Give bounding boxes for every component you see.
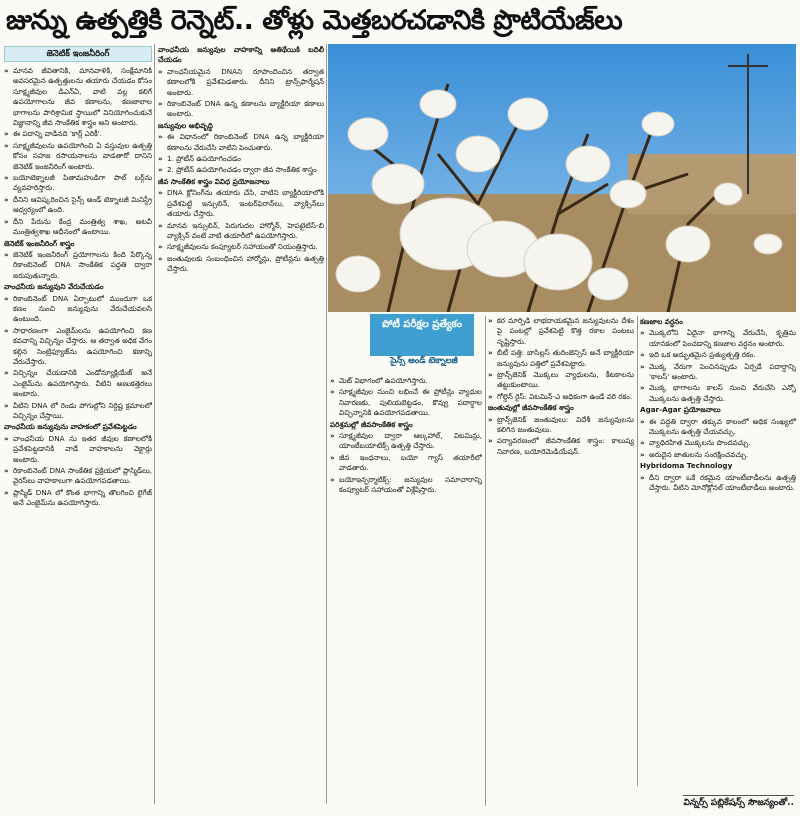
column-divider [637,316,638,786]
subheading: Agar-Agar ప్రయోజనాలు [640,405,721,415]
column-1 [4,44,152,804]
subheading: పరిశ్రమల్లో జీవసాంకేతిక శాస్త్రం [330,419,413,429]
headline: జున్ను ఉత్పత్తికి రెన్నెట్.. తోళ్లు మెత్తబరచడానికి ప్రొటియేజ్‌లు [6,5,623,36]
paragraph: » ట్రాన్స్‌జెనిక్ జంతువులు: విదేశీ జన్యువులను కలిగిన జంతువులు. [488,415,634,436]
paragraph: » మొక్క భాగాలను కాలస్ నుంచి వేరుచేసి ఎన్నో మొక్కలను ఉత్పత్తి చేస్తారు. [640,383,796,404]
paragraph: » ఇది ఒక అద్భుతమైన ప్రత్యుత్పత్తి రకం. [640,350,796,360]
subject-label: సైన్స్ అండ్ టెక్నాలజీ [390,356,458,366]
paragraph: » సూక్ష్మజీవులను ఉపయోగించి ఏ వస్తువుల ఉత్పత్తి కోసం సహజ రసాయనాలను వాడతారో దానిని జెనెటిక్ ఇంజనీరింగ్ అంటారు. [4,141,152,172]
subheading: కణజాల వర్ధనం [640,317,683,326]
column-5 [640,316,796,786]
paragraph: » ప్లాస్మిడ్ DNA లో కొంత భాగాన్ని తొలగించి లైగేజ్ అనే ఎంజైమ్‌ను ఉపయోగిస్తారు. [4,488,152,509]
paragraph: » అరుదైన జాతులను సంరక్షించవచ్చు. [640,450,796,460]
subheading: వాంఛనీయ జన్యువును వాహకంలో ప్రవేశపెట్టడం [4,422,137,432]
subheading: Hybridoma Technology [640,461,733,471]
col1-paragraphs [4,66,152,238]
paragraph: » దీని ద్వారా ఒకే రకమైన యాంటీబాడీలను ఉత్పత్తి చేస్తారు. వీటిని మోనోక్లోనల్ యాంటీబాడీలు అంటారు. [640,473,796,494]
paragraph: » మొక్కలోని ఏదైనా భాగాన్ని వేరుచేసి, కృత్రిమ యానకంలో పెంచడాన్ని కణజాల వర్ధనం అంటారు. [640,328,796,349]
section-tag: జెనెటిక్ ఇంజనీరింగ్ [4,46,152,62]
paragraph: » గోల్డెన్ రైస్: విటమిన్-ఎ అధికంగా ఉండే వరి రకం. [488,392,634,402]
paragraph: » 2. ప్రోటీన్ ఉపయోగించడం ద్వారా జీవ సాంకేతిక శాస్త్రం [158,165,324,175]
paragraph: » DNA క్లోనింగ్‌ను తయారు చేసి, వాటిని బ్యాక్టీరియాలోకి ప్రవేశపెట్టి ఇన్సులిన్, ఇంటర్‌ఫెరాన్‌లు, వ్యాక్సిన్‌లు తయారు చేస్తారు. [158,188,324,219]
paragraph: » మొక్క వేరుగా పెంచినప్పుడు ఏర్పడే పదార్థాన్ని 'కాలస్' అంటారు. [640,362,796,383]
paragraph: » రికాంబినెంట్ DNA సాంకేతిక ప్రక్రియలో ప్లాస్మిడ్‌లు, వైరస్‌లు వాహకాలుగా ఉపయోగపడతాయి. [4,466,152,487]
paragraph: » మానవ ఇన్సులిన్, పెరుగుదల హార్మోన్, హెపటైటిస్-బి వ్యాక్సిన్ వంటి వాటి తయారీలో ఉపయోగిస్తారు. [158,221,324,242]
paragraph: » ఈ పద్ధతి ద్వారా తక్కువ కాలంలో అధిక సంఖ్యలో మొక్కలను ఉత్పత్తి చేయవచ్చు. [640,417,796,438]
subheading: జన్యువుల అభివృద్ధి [158,120,213,130]
paragraph: » పర్యావరణంలో జీవసాంకేతిక శాస్త్రం: కాలుష్య నివారణ, బయోరెమెడియేషన్. [488,436,634,457]
paragraph: » ట్రాన్స్‌జెనిక్ మొక్కలు వ్యాధులను, కీటకాలను తట్టుకుంటాయి. [488,370,634,391]
paragraph: » సూక్ష్మజీవులను కంప్యూటర్ సహాయంతో నియంత్రిస్తారు. [158,242,324,252]
subheading: జెనెటిక్ ఇంజనీరింగ్ శాస్త్రం [4,238,75,248]
paragraph: » 1. ప్రోటీన్ ఉపయోగించడం [158,154,324,164]
paragraph: » కర మార్పిడి లాభదాయకమైన జన్యువులను దేశం పై పంటల్లో ప్రవేశపెట్టి కొత్త రకాల పంటలు సృష్టిస్తారు. [488,316,634,347]
column-divider [485,316,486,806]
column-2 [158,44,324,804]
paragraph: » దీని పేరును కేంద్ర మంత్రిత్వ శాఖ, అటవీ మంత్రిత్వశాఖ ఆధీనంలో ఉంటాయి. [4,217,152,238]
subheading: వాంఛనీయ జన్యువుని వేరుచేయడం [4,282,104,292]
paragraph: » సాధారణంగా ఎంజైమ్‌లను ఉపయోగించి కణ కవచాన్ని విచ్ఛిన్నం చేస్తారు. ఆ తర్వాత అధిక వేగం కల్గిన సెంట్రిఫ్యూజ్‌ను ఉపయోగించి కణాన్ని వేరుచేస్తారు. [4,326,152,368]
paragraph: » విచ్ఛిన్నం చేయడానికి ఎండోన్యూక్లియేజ్ అనే ఎంజైమ్‌ను ఉపయోగిస్తారు. వీటిని అణుకత్తెరలు అంటారు. [4,368,152,399]
paragraph: » రికాంబినెంట్ DNA ఏర్పాటులో ముందుగా ఒక కణం నుంచి జన్యువును వేరుచేయవలసి ఉంటుంది. [4,294,152,325]
paragraph: » ఈ విధానంలో రికాంబినెంట్ DNA ఉన్న బ్యాక్టీరియా కణాలను వేరుచేసి వాటిని పెంచుతారు. [158,132,324,153]
footer-credit: విన్నర్స్ పబ్లికేషన్స్ సౌజన్యంతో.. [683,795,794,810]
paragraph: » దీనిని ఆవిష్కరించిన సైన్స్ అండ్ టెక్నాలజీ మినిస్ట్రీ ఆధ్వర్యంలో ఉంది. [4,195,152,216]
subheading: జంతువుల్లో జీవసాంకేతిక శాస్త్రం [488,403,574,413]
paragraph: » వీటిని DNA లో రెండు పోగుల్లోని నిర్దిష్ట క్రమాలలో విచ్ఛిన్నం చేస్తాయి. [4,401,152,422]
subheading: వాంఛనీయ జన్యువుల వాహకాన్ని అతిథేయికి బదిలీ చేయడం [158,45,324,65]
paragraph: » ఈ పదాన్ని వాడినది 'కార్ల్ ఎరికీ'. [4,129,152,139]
paragraph: » రికాంబినెంట్ DNA ఉన్న కణాలను బ్యాక్టీరియా కణాలు అంటారు. [158,99,324,120]
paragraph: » వాంఛనీయ DNA ను ఇతర జీవుల కణాలలోకి ప్రవేశపెట్టడానికి వాడే వాహకాలను వెక్టార్లు అంటారు. [4,434,152,465]
subheading: జీవ సాంకేతిక శాస్త్రం వివిధ ప్రయోజనాలు [158,176,270,186]
paragraph: » బయోటెక్నాలజీ పితామహుడిగా పాల్ బర్గ్‌ను వ్యవహరిస్తారు. [4,173,152,194]
paragraph: » మానవ జీవితానికి, మానవాళికి, సంక్షేమానికి అవసరమైన ఉత్పత్తులను తయారు చేయడం కోసం సూక్ష్మజీవుల డిఎన్ఏ, వాటి వల్ల కలిగే ఉపయోగాలను జీవ కణాలను, కణజాలాల భాగాలను పారిశ్రామిక స్థాయిలో వినియోగించుకునే విజ్ఞానాన్ని జీవ సాంకేతిక శాస్త్రం అని అంటారు. [4,66,152,128]
column-divider [326,44,327,804]
paragraph: » జెనెటిక్ ఇంజనీరింగ్ ప్రయోగాలను కింది పేర్కొన్న రికాంబినెంట్ DNA సాంకేతిక పద్ధతి ద్వారా జరుపుతున్నారు. [4,250,152,281]
special-ribbon: పోటీ పరీక్షల ప్రత్యేకం [370,314,474,356]
paragraph: » బీటీ పత్తి: బాసిల్లస్ తురింజెన్సిస్ అనే బ్యాక్టీరియా జన్యువును పత్తిలో ప్రవేశపెట్టారు. [488,348,634,369]
paragraph: » జీవ ఇంధనాలు, బయో గ్యాస్ తయారీలో వాడతారు. [330,453,482,474]
column-4 [488,316,634,806]
paragraph: » సూక్ష్మజీవుల నుంచి లభించే ఈ ప్రోటీన్లు వ్యాధుల నివారణకు, పులియబెట్టడం, కొవ్వు పదార్థాల విచ్ఛిన్నానికి ఉపయోగపడతాయి. [330,387,482,418]
column-3 [330,376,482,806]
column-divider [154,44,155,804]
paragraph: » జంతువులకు సంబంధించిన హార్మోన్లు, ప్రోటీన్లను ఉత్పత్తి చేస్తారు. [158,254,324,275]
paragraph: » వాంఛనీయమైన DNAని రూపొందించిన తర్వాత కణాలలోకి ప్రవేశపెడతారు. దీనిని ట్రాన్స్‌ఫార్మేషన్ అంటారు. [158,67,324,98]
paragraph: » సూక్ష్మజీవుల ద్వారా ఆల్కహాల్, విటమిన్లు, యాంటీబయాటిక్స్ ఉత్పత్తి చేస్తారు. [330,431,482,452]
cotton-field-photo [328,44,796,312]
paragraph: » వ్యాధిరహిత మొక్కలను పొందవచ్చు. [640,438,796,448]
paragraph: » మెట్ విభాగంలో ఉపయోగిస్తారు. [330,376,482,386]
paragraph: » బయోఇన్ఫర్మాటిక్స్: జన్యువుల సమాచారాన్ని కంప్యూటర్ సహాయంతో విశ్లేషిస్తారు. [330,475,482,496]
